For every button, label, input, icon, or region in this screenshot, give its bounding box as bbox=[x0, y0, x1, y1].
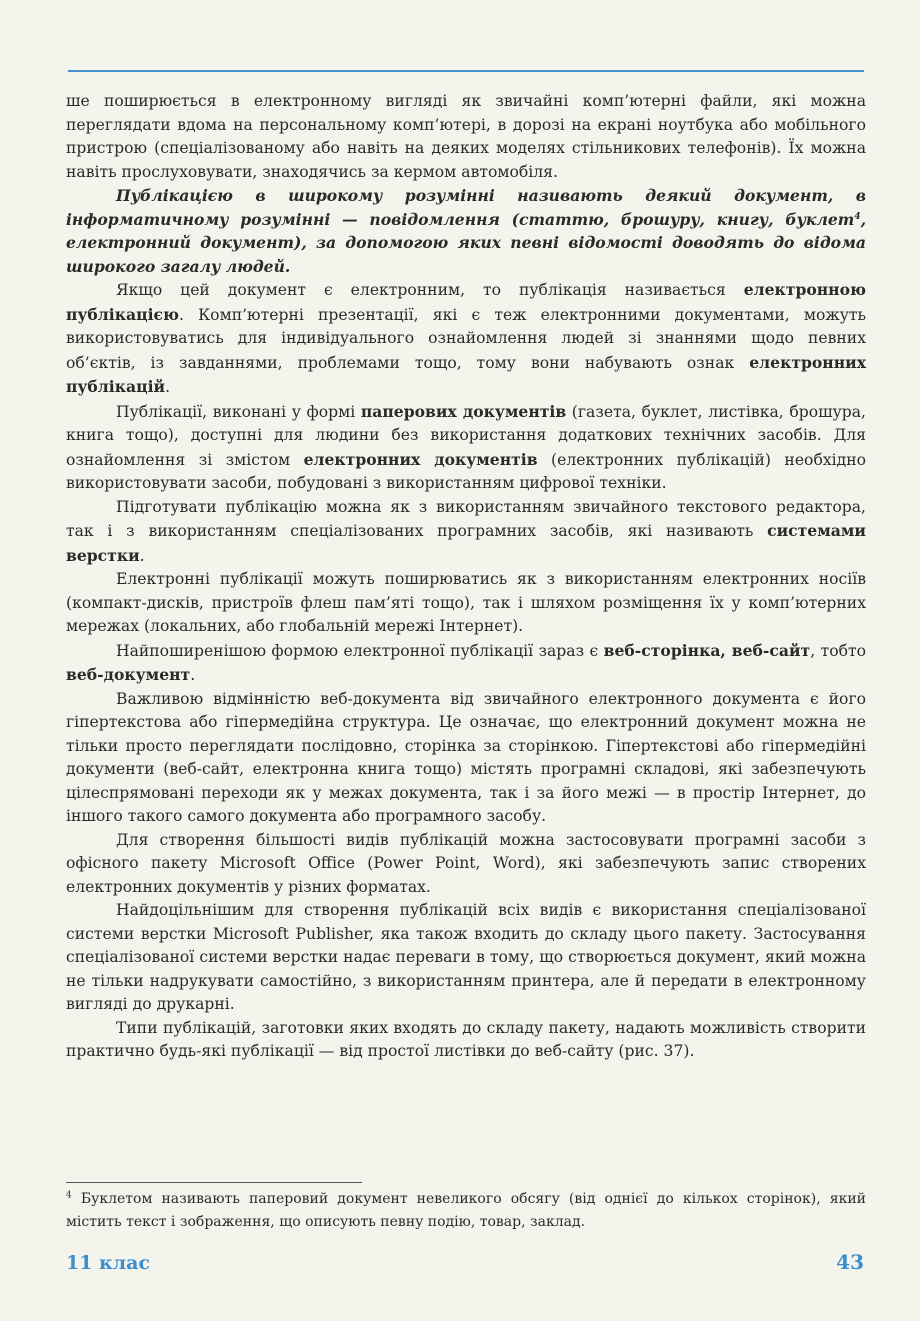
paragraph: Електронні публікації можуть поширюватись як з використанням електронних носіїв (компакт-дисків, пристроїв флеш пам’яті тощо), так і шляхом розміщення їх у комп’ютерних мережах (локальних, або глобальній мережі Інтернет). bbox=[66, 570, 866, 635]
paragraph bbox=[66, 639, 866, 688]
text-run: . bbox=[190, 666, 196, 684]
term: системами верстки bbox=[66, 521, 866, 565]
footnote-text: Буклетом називають паперовий документ невеликого обсягу (від однієї до кількох сторінок), який містить текст і зображення, що описують певну подію, товар, заклад. bbox=[66, 1191, 866, 1230]
term: електронних публікацій bbox=[66, 352, 866, 396]
body-text bbox=[66, 90, 866, 1064]
paragraph bbox=[66, 400, 866, 496]
paragraph bbox=[66, 278, 866, 400]
term: веб-документ bbox=[66, 665, 191, 684]
footnote-number: 4 bbox=[66, 1190, 72, 1201]
paragraph: ше поширюється в електронному вигляді як звичайні комп’ютерні файли, які можна переглядати вдома на персональному комп’ютері, в дорозі на екрані ноутбука або мобільного пристрою (спеціалізованому або навіть на деяких моделях стільникових телефонів). Їх можна навіть прослуховувати, знаходячись за кермом автомобіля. bbox=[66, 92, 866, 181]
paragraph: Для створення більшості видів публікацій можна застосовувати програмні засоби з офісного пакету Microsoft Office (Power Point, Word), які забезпечують запис створених електронних документів у різних форматах. bbox=[66, 830, 866, 896]
term: електронною публікацією bbox=[66, 280, 866, 324]
text-run: (електронних публікацій) необхідно використовувати засоби, побудовані з використанням цифрової техніки. bbox=[66, 450, 866, 492]
paragraph: Важливою відмінністю веб-документа від звичайного електронного документа є його гіпертекстова або гіпермедійна структура. Це означає, що електронний документ можна не тільки просто переглядати послідовно, сторінка за сторінкою. Гіпертекстові або гіпермедійні документи (веб-сайт, електронна книга тощо) містять програмні складові, які забезпечують цілеспрямовані переходи як у межах документа, так і за його межі — в простір Інтернет, до іншого такого самого документа або програмного засобу. bbox=[66, 689, 866, 825]
text-run: (газета, буклет, листівка, брошура, книга тощо), доступні для людини без використання додаткових технічних засобів. Для ознайомлення зі змістом bbox=[66, 402, 866, 469]
text-run: Підготувати публікацію можна як з використанням звичайного текстового редактора, так і з використанням спеціалізованих програмних засобів, які називають bbox=[66, 497, 866, 540]
paragraph: Найдоцільнішим для створення публікацій всіх видів є використання спеціалізованої системи верстки Microsoft Publisher, яка також входить до складу цього пакету. Застосування спеціалізованої системи верстки надає переваги в тому, що створюється документ, який можна не тільки надрукувати самостійно, з використанням принтера, але й передати в електронному вигляді до друкарні. bbox=[66, 901, 866, 1013]
definition-paragraph bbox=[66, 184, 866, 278]
footnote-rule bbox=[66, 1182, 362, 1183]
definition-text: Публікацією в широкому розумінні називають деякий документ, в інформатичному розумінні — повідомлення (статтю, брошуру, книгу, буклет bbox=[66, 186, 866, 229]
page-number: 43 bbox=[836, 1250, 864, 1274]
text-run: , тобто bbox=[810, 641, 866, 660]
top-rule bbox=[68, 70, 864, 72]
text-run: . Комп’ютерні презентації, які є теж електронними документами, можуть використовуватись для індивідуального ознайомлення людей зі знаннями щодо певних об’єктів, із завданнями, проблемами тощо, тому вони набувають ознак bbox=[66, 305, 866, 372]
grade-label: 11 клас bbox=[66, 1252, 151, 1274]
text-run: . bbox=[165, 378, 171, 396]
text-run: Найпоширенішою формою електронної публікації зараз є bbox=[116, 641, 604, 660]
footnote bbox=[66, 1188, 866, 1234]
text-run: Публікації, виконані у формі bbox=[116, 402, 361, 421]
definition-text: , електронний документ), за допомогою яких певні відомості доводять до відома широкого загалу людей. bbox=[66, 209, 866, 276]
text-run: Якщо цей документ є електронним, то публікація називається bbox=[116, 281, 744, 299]
footnote-ref: 4 bbox=[854, 211, 861, 222]
term: електронних документів bbox=[303, 449, 538, 469]
paragraph: Типи публікацій, заготовки яких входять до складу пакету, надають можливість створити практично будь-які публікації — від простої листівки до веб-сайту (рис. 37). bbox=[66, 1018, 866, 1060]
term: паперових документів bbox=[360, 401, 567, 421]
paragraph bbox=[66, 496, 866, 569]
term: веб-сторінка, веб-сайт bbox=[603, 640, 811, 660]
text-run: . bbox=[139, 546, 145, 565]
